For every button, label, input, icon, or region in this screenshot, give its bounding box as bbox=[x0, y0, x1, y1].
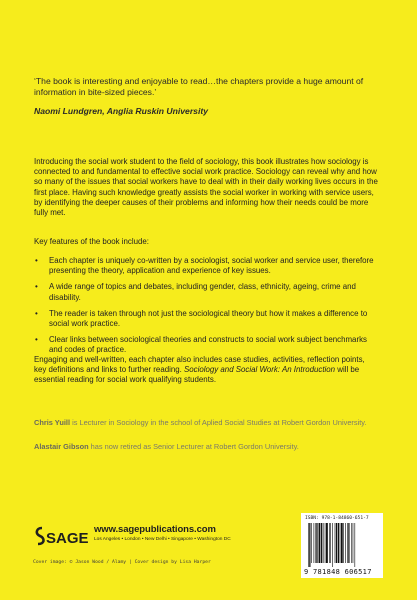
review-quote: ‘The book is interesting and enjoyable to read…the chapters provide a huge amount of information in bite-sized pieces.’ bbox=[34, 76, 364, 97]
isbn-text: ISBN: 978-1-84860-651-7 bbox=[305, 516, 369, 521]
book-title: Sociology and Social Work: An Introduction bbox=[184, 365, 336, 375]
closing-paragraph bbox=[34, 355, 379, 386]
barcode-icon bbox=[307, 523, 379, 567]
svg-text:SAGE: SAGE bbox=[46, 530, 89, 547]
bullet-icon: • bbox=[35, 282, 38, 292]
author-bio-text: has now retired as Senior Lecturer at Robert Gordon University. bbox=[88, 442, 299, 451]
closing-text-end: will be essential reading for social work qualifying students. bbox=[34, 365, 360, 385]
author-name: Alastair Gibson bbox=[34, 442, 89, 451]
barcode-number: 9 781848 606517 bbox=[304, 568, 372, 576]
list-item bbox=[34, 335, 379, 355]
author-bio bbox=[34, 418, 379, 428]
author-bio bbox=[34, 442, 379, 452]
list-item bbox=[34, 256, 379, 276]
author-name: Chris Yuill bbox=[34, 418, 71, 427]
publisher-cities: Los Angeles • London • New Delhi • Singapore • Washington DC bbox=[94, 537, 231, 542]
bullet-icon: • bbox=[35, 256, 38, 265]
publisher-url[interactable]: www.sagepublications.com bbox=[94, 524, 216, 535]
list-item bbox=[34, 309, 379, 329]
features-list bbox=[34, 256, 379, 362]
closing-text-start: Engaging and well-written, each chapter also includes case studies, activities, reflection points, key definitions and links to further reading. bbox=[34, 355, 365, 375]
list-item bbox=[34, 282, 379, 302]
barcode-panel bbox=[301, 513, 383, 578]
cover-credit: Cover image: © Jason Wood / Alamy | Cover design by Lisa Harper bbox=[33, 560, 211, 565]
quote-attribution: Naomi Lundgren, Anglia Ruskin University bbox=[34, 106, 208, 116]
feature-text: The reader is taken through not just the sociological theory but how it makes a difference to social work practice. bbox=[49, 308, 368, 329]
feature-text: A wide range of topics and debates, including gender, class, ethnicity, ageing, crime and disability. bbox=[49, 282, 356, 302]
bullet-icon: • bbox=[35, 335, 38, 345]
author-bio-text: is Lecturer in Sociology in the school of Aplied Social Studies at Robert Gordon University. bbox=[70, 418, 367, 427]
features-heading: Key features of the book include: bbox=[34, 237, 149, 246]
sage-logo-icon bbox=[33, 525, 89, 547]
bullet-icon: • bbox=[35, 308, 38, 318]
feature-text: Each chapter is uniquely co-written by a sociologist, social worker and service user, therefore presenting the theory, application and experience of key issues. bbox=[49, 256, 374, 276]
intro-paragraph: Introducing the social work student to the field of sociology, this book illustrates how sociology is connected to and fundamental to effective social work practice. Sociology can reveal why and how so many of the issues that social workers have to deal with in their daily working lives occurs in the first place. Having such knowledge greatly assists the social worker in working with service users, by identifying the deeper causes of their problems and informing how their needs could be more fully met. bbox=[34, 157, 378, 218]
feature-text: Clear links between sociological theories and constructs to social work subject benchmarks and codes of practice. bbox=[49, 335, 367, 355]
